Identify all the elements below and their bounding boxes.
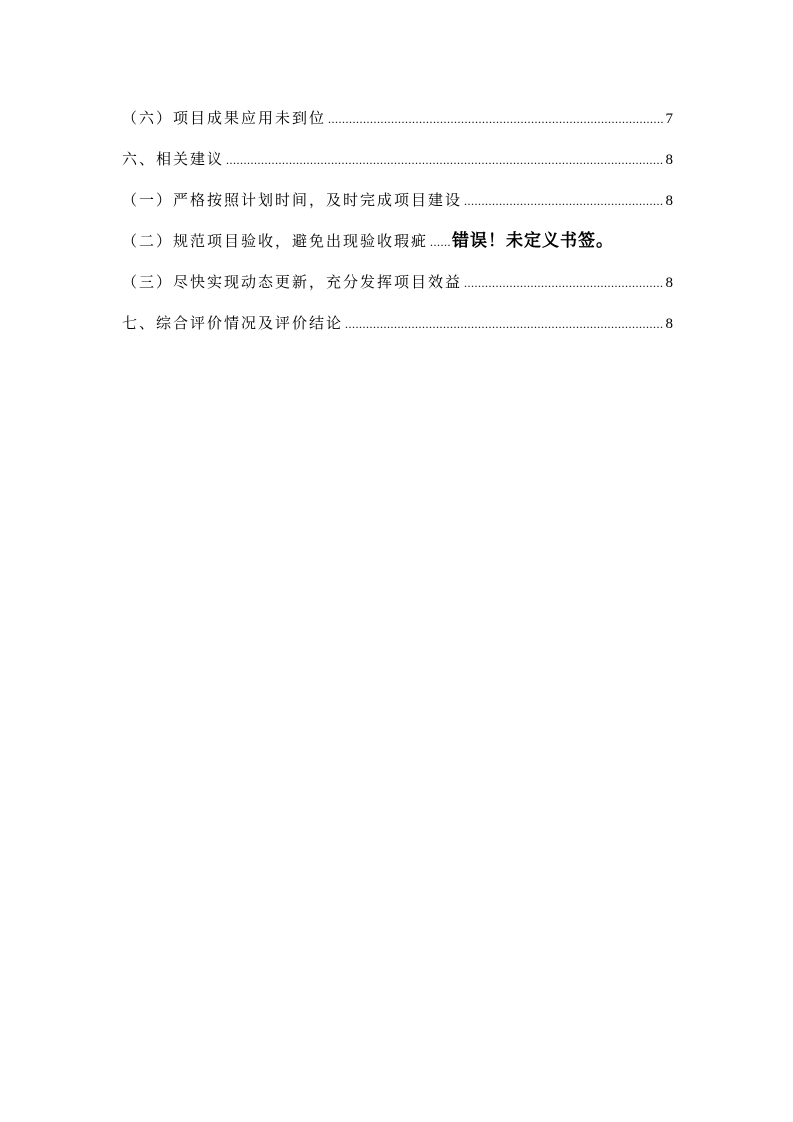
toc-entry-title: （六）项目成果应用未到位 (122, 109, 327, 127)
toc-page-number: 8 (665, 152, 673, 168)
toc-bookmark-error: 错误！未定义书签。 (452, 231, 615, 251)
toc-entry-title: （一）严格按照计划时间，及时完成项目建设 (122, 191, 463, 209)
toc-entry-title: （二）规范项目验收，避免出现验收瑕疵 (122, 232, 429, 250)
toc-dot-leader (430, 229, 450, 254)
toc-dot-leader (226, 147, 663, 172)
toc-entry-section-7[interactable] (122, 310, 673, 336)
toc-page-number: 7 (665, 111, 673, 127)
toc-dot-leader (345, 311, 663, 336)
toc-dot-leader (464, 270, 663, 295)
toc-entry-title: 六、相关建议 (122, 150, 225, 168)
toc-page-number: 8 (665, 275, 673, 291)
toc-entry-title: 七、综合评价情况及评价结论 (122, 314, 344, 332)
toc-page-number: 8 (665, 193, 673, 209)
toc-entry-section-6-item-1[interactable] (122, 187, 673, 213)
toc-entry-section-6-item-6[interactable] (122, 105, 673, 131)
toc-entry-title: （三）尽快实现动态更新，充分发挥项目效益 (122, 273, 463, 291)
toc-dot-leader (328, 106, 663, 131)
toc-page-number: 8 (665, 316, 673, 332)
toc-entry-section-6-item-3[interactable] (122, 269, 673, 295)
toc-dot-leader (464, 188, 663, 213)
toc-entry-section-6-item-2[interactable] (122, 228, 673, 254)
toc-entry-section-6[interactable] (122, 146, 673, 172)
